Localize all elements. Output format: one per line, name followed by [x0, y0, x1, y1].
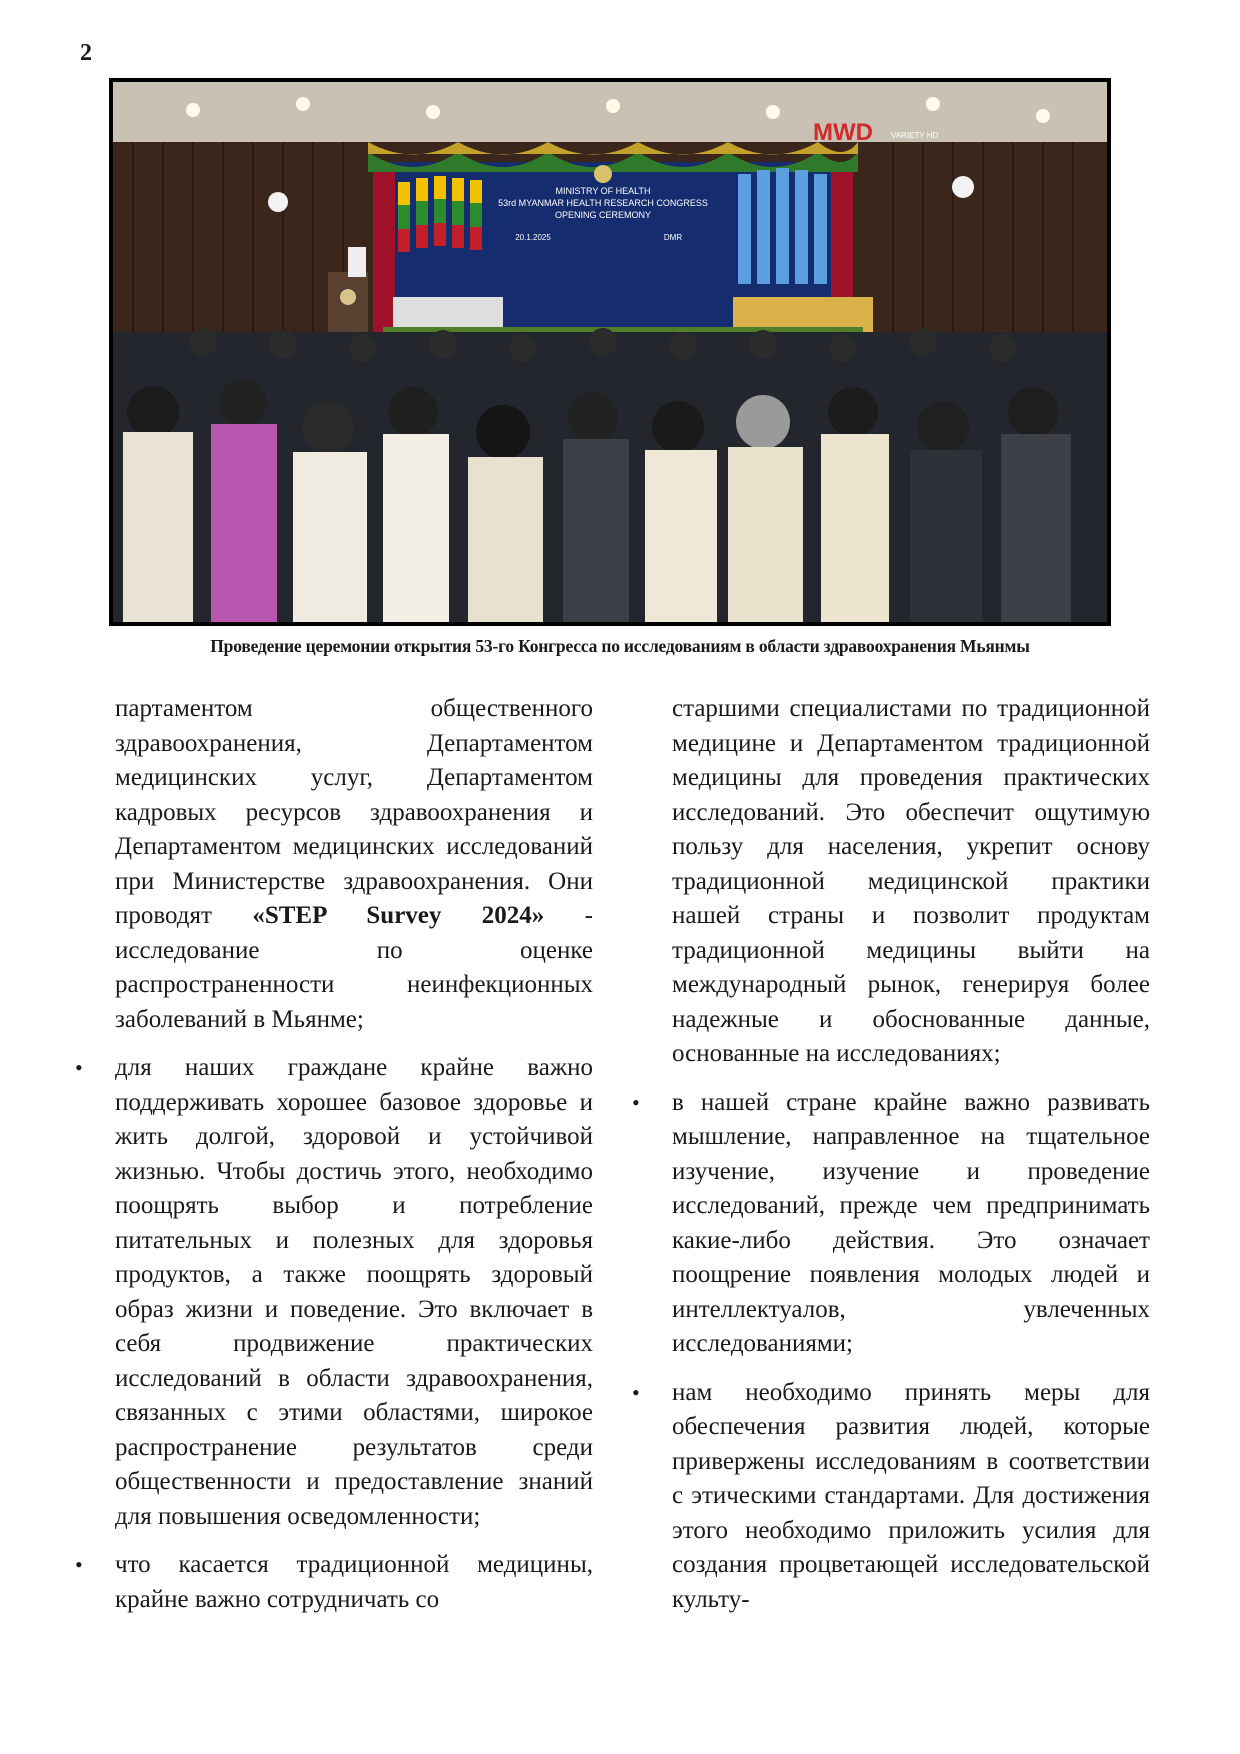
left-column [115, 692, 593, 1631]
photo-caption: Проведение церемонии открытия 53-го Конгресса по исследованиям в области здравоохранения Мьянмы [210, 636, 1030, 656]
banner-line-3: OPENING CEREMONY [554, 210, 652, 220]
left-bullet-list [115, 1051, 593, 1617]
right-bullet-list [672, 1086, 1150, 1618]
tv-watermark: MWD [813, 119, 873, 146]
right-column [672, 692, 1150, 1631]
list-item: • для наших граждане крайне важно поддерживать хорошее базовое здоровье и жить долгой, здоровой и устойчивой жизнью. Чтобы достичь этого, необходимо поощрять выбор и потребление питательных и полезных для здоровья продуктов, а также поощрять здоровый образ жизни и поведение. Это включает в себя продвижение практических исследований в области здравоохранения, связанных с этими областями, широкое распространение результатов среди общественности и предоставление знаний для повышения осведомленности; [115, 1051, 593, 1534]
list-item: • нам необходимо принять меры для обеспечения развития людей, которые привержены исследованиям в соответствии с этическими стандартами. Для достижения этого необходимо приложить усилия для создания процветающей исследовательской культу- [672, 1376, 1150, 1618]
banner-date: 20.1.2025 [515, 233, 551, 242]
left-intro-text-end: - исследование по оценке распространенности неинфекционных заболеваний в Мьянме; [115, 902, 594, 1033]
list-item: • в нашей стране крайне важно развивать мышление, направленное на тщательное изучение, изучение и проведение исследований, прежде чем предпринимать какие-либо действия. Это означает поощрение появления молодых людей и интеллектуалов, увлеченных исследованиями; [672, 1086, 1150, 1362]
conference-photo [109, 78, 1111, 626]
page-number: 2 [80, 40, 92, 66]
left-intro-paragraph [115, 692, 593, 1037]
left-intro-text: партаментом общественного здравоохранения, Департаментом медицинских услуг, Департаментом кадровых ресурсов здравоохранения и Департаментом медицинских исследований при Министерстве здравоохранения. Они проводят [115, 695, 593, 929]
tv-watermark-sub: VARIETY HD [891, 131, 939, 140]
conference-hall-illustration [113, 82, 1107, 622]
banner-place: DMR [663, 233, 683, 242]
list-item: • что касается традиционной медицины, крайне важно сотрудничать со [115, 1548, 593, 1617]
banner-line-1: MINISTRY OF HEALTH [555, 186, 651, 196]
step-survey-title: «STEP Survey 2024» [252, 902, 545, 929]
banner-line-2: 53rd MYANMAR HEALTH RESEARCH CONGRESS [498, 198, 708, 208]
right-intro-paragraph: старшими специалистами по традиционной медицине и Департаментом традиционной медицины для проведения практических исследований. Это обеспечит ощутимую пользу для населения, укрепит основу традиционной медицинской практики нашей страны и позволит продуктам традиционной медицины выйти на международный рынок, генерируя более надежные и обоснованные данные, основанные на исследованиях; [672, 695, 1150, 1067]
